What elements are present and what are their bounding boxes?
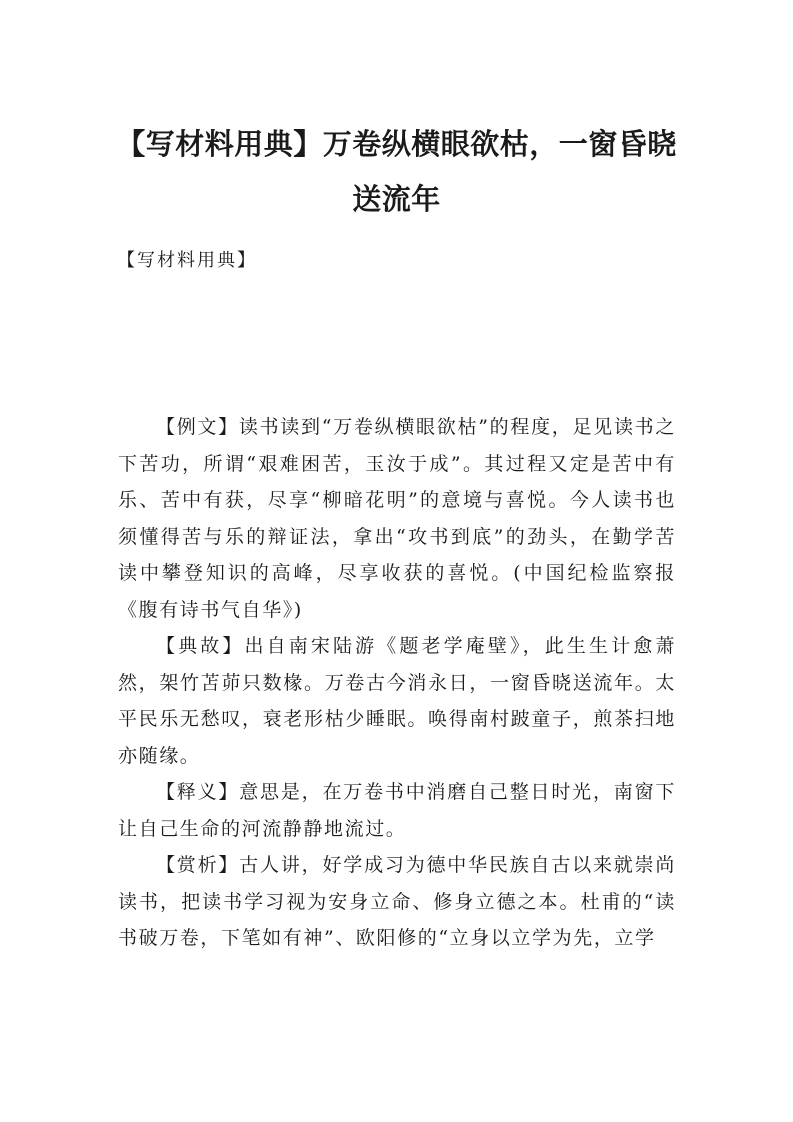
paragraph-tag: 【释义】 [156, 781, 240, 803]
paragraph-text: 出自南宋陆游《题老学庵壁》，此生生计愈萧然，架竹苫茆只数椽。万卷古今消永日，一窗昏晓送流年。太平民乐无愁叹，衰老形枯少睡眠。唤得南村跛童子，煎茶扫地亦随缘。 [118, 635, 676, 767]
paragraph-allusion [118, 628, 676, 774]
paragraph-tag: 【典故】 [156, 635, 245, 657]
document-title: 【写材料用典】万卷纵横眼欲枯，一窗昏晓送流年 [116, 127, 677, 216]
paragraph-text: 读书读到“万卷纵横眼欲枯”的程度，足见读书之下苦功，所谓“艰难困苦，玉汝于成”。其过程又定是苦中有乐、苦中有获，尽享“柳暗花明”的意境与喜悦。今人读书也须懂得苦与乐的辩证法，拿出“攻书到底”的劲头，在勤学苦读中攀登知识的高峰，尽享收获的喜悦。(中国纪检监察报《腹有诗书气自华》) [118, 416, 676, 621]
paragraph-tag: 【赏析】 [156, 854, 240, 876]
paragraph-text: 古人讲，好学成习为德中华民族自古以来就崇尚读书，把读书学习视为安身立命、修身立德之本。杜甫的“读书破万卷，下笔如有神”、欧阳修的“立身以立学为先，立学 [118, 854, 676, 949]
section-subheading: 【写材料用典】 [117, 250, 257, 271]
paragraph-meaning [118, 774, 676, 847]
paragraph-tag: 【例文】 [156, 416, 239, 438]
paragraph-text: 意思是，在万卷书中消磨自己整日时光，南窗下让自己生命的河流静静地流过。 [118, 781, 676, 840]
paragraph-appreciation [118, 847, 676, 957]
document-body [118, 409, 676, 957]
paragraph-example [118, 409, 676, 628]
